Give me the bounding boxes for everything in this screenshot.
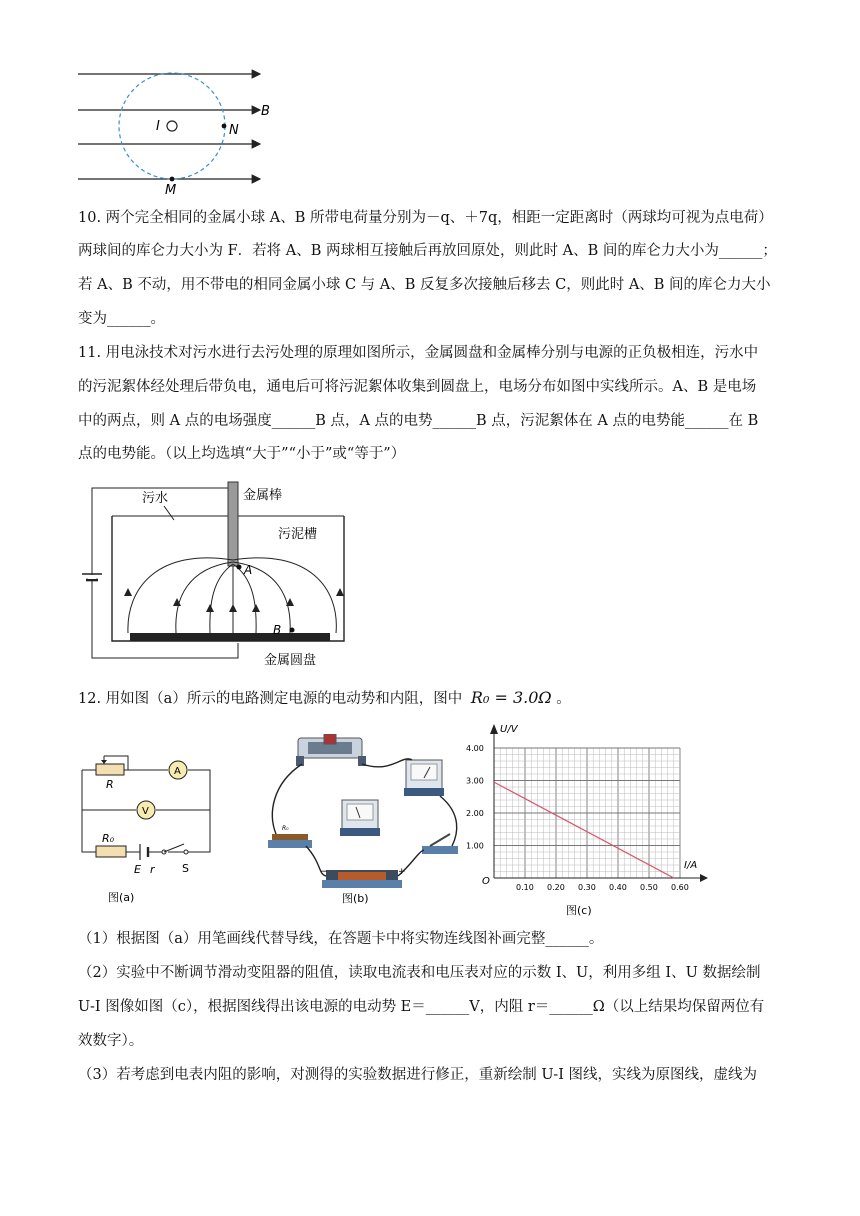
svg-text:+: + <box>398 867 406 877</box>
label-S: S <box>182 862 189 875</box>
svg-text:−: − <box>320 867 328 877</box>
metal-disk <box>130 633 330 641</box>
ammeter-device <box>404 760 444 796</box>
circuit-diagram-a <box>78 748 218 908</box>
x-tick-label: 0.60 <box>671 883 689 892</box>
point-A <box>237 565 242 570</box>
label-M: M <box>165 183 177 194</box>
q11-line-4: 点的电势能。（以上均选填“大于”“小于”或“等于”） <box>78 446 406 462</box>
slider-tip <box>101 760 107 764</box>
wire-right <box>168 770 210 852</box>
q12-sub2-line-3: 效数字）。 <box>78 1033 144 1049</box>
chart-grid <box>494 748 680 878</box>
y-tick-label: 3.00 <box>466 776 484 786</box>
field-line-inner-left <box>210 564 233 633</box>
field-circle-figure <box>70 62 280 194</box>
q10-line-3: 若 A、B 不动，用不带电的相同金属小球 C 与 A、B 反复多次接触后移去 C，则此时 A、B 间的库仑力大小 <box>78 277 771 293</box>
x-tick-label: 0.20 <box>547 883 565 892</box>
dashed-circle <box>119 73 225 179</box>
field-line-mid-right <box>233 562 290 633</box>
q10-line-1: 10. 两个完全相同的金属小球 A、B 所带电荷量分别为－q、＋7q，相距一定距离时（两球均可视为点电荷） <box>78 210 773 226</box>
point-M <box>170 177 175 182</box>
switch-contact <box>184 850 188 854</box>
x-tick-label: 0.10 <box>516 883 534 892</box>
origin-label: O <box>482 876 490 887</box>
q11-line-1: 11. 用电泳技术对污水进行去污处理的原理如图所示，金属圆盘和金属棒分别与电源的正负极相连，污水中 <box>78 345 759 361</box>
q10-line-4: 变为______。 <box>78 311 165 327</box>
y-axis-arrow <box>490 724 498 734</box>
ui-chart <box>462 722 712 922</box>
apparatus-figure-b <box>262 734 462 906</box>
label-E: E <box>134 863 141 876</box>
battery-gap <box>88 575 96 579</box>
x-tick-label: 0.30 <box>578 883 596 892</box>
svg-text:R₀: R₀ <box>282 825 289 832</box>
label-I: I <box>156 119 160 134</box>
x-tick-label: 0.50 <box>640 883 658 892</box>
rheostat-R <box>96 764 124 775</box>
label-water: 污水 <box>142 491 169 506</box>
x-axis-label: I/A <box>684 860 698 871</box>
y-tick-label: 1.00 <box>466 841 484 851</box>
resistor-R0 <box>96 846 126 857</box>
wire-left <box>82 770 96 852</box>
label-R: R <box>106 778 114 791</box>
water-label-leader <box>164 506 174 520</box>
q12-stem-prefix: 12. 用如图（a）所示的电路测定电源的电动势和内阻，图中 <box>78 691 463 707</box>
q12-sub2-line-2: U-I 图像如图（c），根据图线得出该电源的电动势 E＝______V，内阻 r＝______Ω（以上结果均保留两位有 <box>78 999 765 1015</box>
battery-box <box>320 867 406 888</box>
wire-b <box>272 764 302 834</box>
label-B: B <box>261 104 270 119</box>
q12-sub2-line-1: （2）实验中不断调节滑动变阻器的阻值，读取电流表和电压表对应的示数 I、U，利用多组 I、U 数据绘制 <box>78 965 761 981</box>
q12-r0-formula: R₀ = 3.0Ω <box>470 688 552 707</box>
metal-rod <box>228 482 238 566</box>
y-tick-label: 4.00 <box>466 744 484 753</box>
q12-stem-suffix: 。 <box>556 691 571 707</box>
y-tick-label: 2.00 <box>466 809 484 818</box>
switch-lever <box>164 844 184 852</box>
x-tick-label: 0.40 <box>609 883 627 892</box>
electrophoresis-figure <box>78 478 358 668</box>
label-R0: R₀ <box>102 832 115 845</box>
voltmeter-device <box>340 800 380 836</box>
label-tank: 污泥槽 <box>278 527 318 542</box>
series-line <box>494 782 674 878</box>
fig-c-label: 图(c) <box>566 904 592 917</box>
wire-I-circle <box>167 121 177 131</box>
label-rod: 金属棒 <box>243 488 283 503</box>
arrowhead <box>336 588 344 596</box>
chart-series <box>494 782 674 878</box>
field-line-mid-left <box>176 562 233 633</box>
point-N <box>222 124 227 129</box>
label-disk: 金属圆盘 <box>264 653 317 668</box>
x-axis-arrow <box>700 874 708 882</box>
arrowhead <box>206 604 214 612</box>
rheostat-device <box>296 734 366 766</box>
q10-line-2: 两球间的库仑力大小为 F．若将 A、B 两球相互接触后再放回原处，则此时 A、B 间的库仑力大小为______； <box>78 243 777 259</box>
label-B: B <box>273 623 282 637</box>
q12-sub1: （1）根据图（a）用笔画线代替导线，在答题卡中将实物连线图补画完整______。 <box>78 931 604 947</box>
q11-line-2: 的污泥絮体经处理后带负电，通电后可将污泥絮体收集到圆盘上，电场分布如图中实线所示。A、B 是电场 <box>78 379 757 395</box>
label-A: A <box>244 563 253 577</box>
label-A: A <box>174 766 181 777</box>
fig-b-label: 图(b) <box>342 892 369 905</box>
point-B <box>290 628 295 633</box>
label-N: N <box>229 123 239 138</box>
y-axis-label: U/V <box>500 724 518 735</box>
fig-a-label: 图(a) <box>108 891 135 904</box>
arrowhead <box>252 604 260 612</box>
q12-sub3: （3）若考虑到电表内阻的影响，对测得的实验数据进行修正，重新绘制 U-I 图线，实线为原图线，虚线为 <box>78 1067 758 1083</box>
arrowhead <box>229 604 237 612</box>
q12-stem <box>78 688 571 709</box>
q11-line-3: 中的两点，则 A 点的电场强度______B 点，A 点的电势______B 点，污泥絮体在 A 点的电势能______在 B <box>78 413 759 429</box>
wire-b <box>362 759 412 767</box>
field-line-outer-left <box>128 558 233 633</box>
arrowhead <box>124 588 132 596</box>
circuit-wire <box>92 488 238 658</box>
wire-b <box>398 850 424 876</box>
label-V: V <box>142 806 149 817</box>
label-r: r <box>150 863 155 876</box>
